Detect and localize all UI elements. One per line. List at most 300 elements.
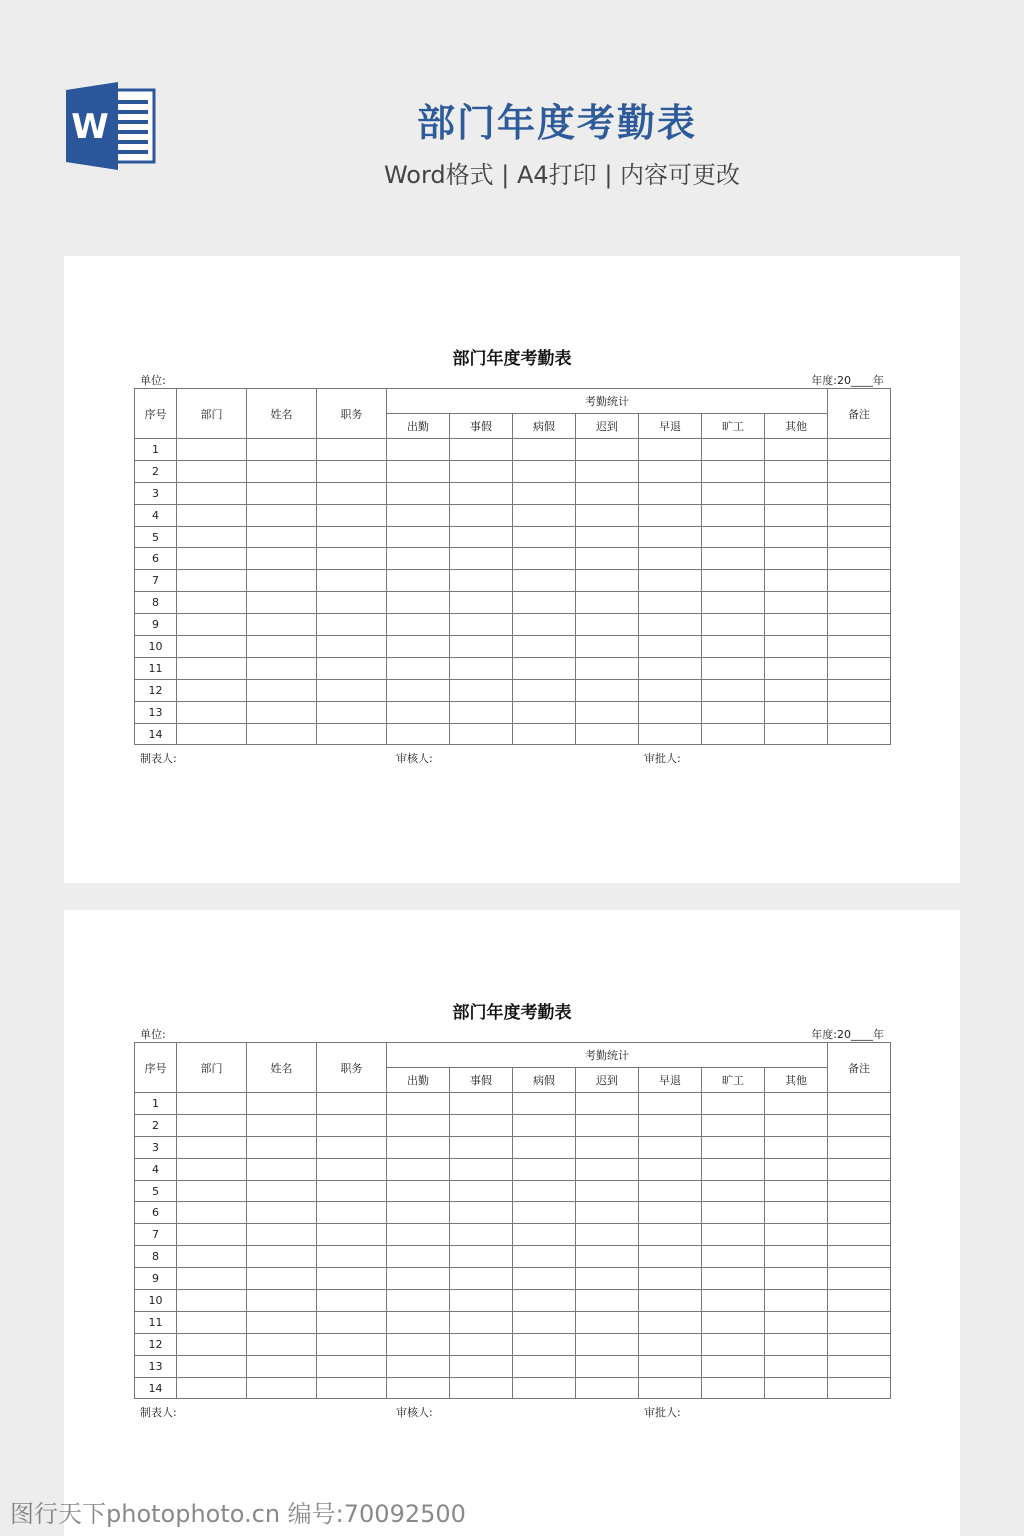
- table-cell[interactable]: [765, 592, 828, 614]
- table-cell[interactable]: [247, 1114, 317, 1136]
- table-cell[interactable]: [765, 701, 828, 723]
- table-cell[interactable]: [702, 1290, 765, 1312]
- table-cell[interactable]: [177, 1158, 247, 1180]
- table-cell[interactable]: [247, 636, 317, 658]
- table-cell[interactable]: [639, 1114, 702, 1136]
- table-cell[interactable]: [639, 439, 702, 461]
- table-cell[interactable]: [450, 592, 513, 614]
- table-cell[interactable]: [765, 1136, 828, 1158]
- table-cell[interactable]: [247, 526, 317, 548]
- table-cell[interactable]: [702, 504, 765, 526]
- table-cell[interactable]: [576, 1246, 639, 1268]
- table-cell[interactable]: [765, 1114, 828, 1136]
- table-cell[interactable]: [450, 1355, 513, 1377]
- table-cell[interactable]: [639, 1158, 702, 1180]
- table-cell[interactable]: [639, 592, 702, 614]
- table-cell[interactable]: [828, 636, 891, 658]
- table-cell[interactable]: [450, 1311, 513, 1333]
- table-cell[interactable]: [513, 1377, 576, 1399]
- table-cell[interactable]: [576, 1333, 639, 1355]
- table-cell[interactable]: [450, 526, 513, 548]
- table-cell[interactable]: [450, 482, 513, 504]
- table-cell[interactable]: [828, 1136, 891, 1158]
- table-cell[interactable]: [828, 1093, 891, 1115]
- table-cell[interactable]: [317, 657, 387, 679]
- table-cell[interactable]: [387, 1202, 450, 1224]
- table-cell[interactable]: [513, 657, 576, 679]
- table-cell[interactable]: [247, 1290, 317, 1312]
- table-cell[interactable]: [317, 1377, 387, 1399]
- table-cell[interactable]: [828, 1333, 891, 1355]
- table-cell[interactable]: [387, 1355, 450, 1377]
- table-cell[interactable]: [828, 701, 891, 723]
- table-cell[interactable]: [576, 482, 639, 504]
- table-cell[interactable]: [177, 1093, 247, 1115]
- table-cell[interactable]: [702, 1114, 765, 1136]
- table-cell[interactable]: [702, 1158, 765, 1180]
- table-cell[interactable]: [639, 482, 702, 504]
- table-cell[interactable]: [513, 504, 576, 526]
- table-cell[interactable]: [387, 482, 450, 504]
- table-cell[interactable]: [450, 1180, 513, 1202]
- table-cell[interactable]: [177, 504, 247, 526]
- table-cell[interactable]: [828, 526, 891, 548]
- table-cell[interactable]: [247, 482, 317, 504]
- table-cell[interactable]: [177, 1246, 247, 1268]
- table-cell[interactable]: [639, 636, 702, 658]
- table-cell[interactable]: [702, 1246, 765, 1268]
- table-cell[interactable]: [576, 657, 639, 679]
- table-cell[interactable]: [513, 460, 576, 482]
- table-cell[interactable]: [765, 526, 828, 548]
- table-cell[interactable]: [576, 526, 639, 548]
- table-cell[interactable]: [513, 614, 576, 636]
- table-cell[interactable]: [513, 1093, 576, 1115]
- table-cell[interactable]: [317, 570, 387, 592]
- table-cell[interactable]: [639, 679, 702, 701]
- table-cell[interactable]: [702, 1136, 765, 1158]
- table-cell[interactable]: [247, 1246, 317, 1268]
- table-cell[interactable]: [639, 1377, 702, 1399]
- table-cell[interactable]: [576, 439, 639, 461]
- table-cell[interactable]: [317, 1333, 387, 1355]
- table-cell[interactable]: [247, 1268, 317, 1290]
- table-cell[interactable]: [828, 592, 891, 614]
- table-cell[interactable]: [765, 1377, 828, 1399]
- table-cell[interactable]: [247, 548, 317, 570]
- table-cell[interactable]: [576, 1180, 639, 1202]
- table-cell[interactable]: [702, 723, 765, 745]
- table-cell[interactable]: [765, 1268, 828, 1290]
- table-cell[interactable]: [702, 1180, 765, 1202]
- table-cell[interactable]: [177, 592, 247, 614]
- table-cell[interactable]: [317, 679, 387, 701]
- table-cell[interactable]: [639, 657, 702, 679]
- table-cell[interactable]: [702, 1093, 765, 1115]
- table-cell[interactable]: [513, 548, 576, 570]
- table-cell[interactable]: [317, 1246, 387, 1268]
- table-cell[interactable]: [247, 1377, 317, 1399]
- table-cell[interactable]: [177, 1377, 247, 1399]
- table-cell[interactable]: [576, 679, 639, 701]
- table-cell[interactable]: [177, 1333, 247, 1355]
- table-cell[interactable]: [576, 548, 639, 570]
- table-cell[interactable]: [247, 1093, 317, 1115]
- table-cell[interactable]: [387, 504, 450, 526]
- table-cell[interactable]: [247, 504, 317, 526]
- table-cell[interactable]: [317, 1268, 387, 1290]
- table-cell[interactable]: [513, 1311, 576, 1333]
- table-cell[interactable]: [702, 614, 765, 636]
- table-cell[interactable]: [317, 1202, 387, 1224]
- table-cell[interactable]: [513, 723, 576, 745]
- table-cell[interactable]: [513, 592, 576, 614]
- table-cell[interactable]: [247, 1202, 317, 1224]
- table-cell[interactable]: [450, 679, 513, 701]
- table-cell[interactable]: [450, 1333, 513, 1355]
- table-cell[interactable]: [317, 439, 387, 461]
- table-cell[interactable]: [387, 679, 450, 701]
- table-cell[interactable]: [576, 1355, 639, 1377]
- table-cell[interactable]: [317, 614, 387, 636]
- table-cell[interactable]: [828, 657, 891, 679]
- table-cell[interactable]: [828, 1158, 891, 1180]
- table-cell[interactable]: [639, 1268, 702, 1290]
- table-cell[interactable]: [576, 636, 639, 658]
- table-cell[interactable]: [450, 657, 513, 679]
- table-cell[interactable]: [387, 1377, 450, 1399]
- table-cell[interactable]: [177, 657, 247, 679]
- table-cell[interactable]: [387, 1180, 450, 1202]
- table-cell[interactable]: [576, 1224, 639, 1246]
- table-cell[interactable]: [450, 1224, 513, 1246]
- table-cell[interactable]: [576, 701, 639, 723]
- table-cell[interactable]: [702, 1311, 765, 1333]
- table-cell[interactable]: [317, 460, 387, 482]
- table-cell[interactable]: [702, 460, 765, 482]
- table-cell[interactable]: [576, 1268, 639, 1290]
- table-cell[interactable]: [828, 548, 891, 570]
- table-cell[interactable]: [765, 1355, 828, 1377]
- table-cell[interactable]: [387, 1136, 450, 1158]
- table-cell[interactable]: [576, 592, 639, 614]
- table-cell[interactable]: [450, 1202, 513, 1224]
- table-cell[interactable]: [639, 504, 702, 526]
- table-cell[interactable]: [828, 1311, 891, 1333]
- table-cell[interactable]: [387, 1224, 450, 1246]
- table-cell[interactable]: [450, 439, 513, 461]
- table-cell[interactable]: [317, 482, 387, 504]
- table-cell[interactable]: [247, 570, 317, 592]
- table-cell[interactable]: [177, 526, 247, 548]
- table-cell[interactable]: [702, 1202, 765, 1224]
- table-cell[interactable]: [828, 460, 891, 482]
- table-cell[interactable]: [639, 1311, 702, 1333]
- table-cell[interactable]: [177, 1290, 247, 1312]
- table-cell[interactable]: [387, 657, 450, 679]
- table-cell[interactable]: [576, 614, 639, 636]
- table-cell[interactable]: [828, 1246, 891, 1268]
- table-cell[interactable]: [177, 636, 247, 658]
- table-cell[interactable]: [317, 1180, 387, 1202]
- table-cell[interactable]: [387, 1093, 450, 1115]
- table-cell[interactable]: [247, 1136, 317, 1158]
- table-cell[interactable]: [317, 504, 387, 526]
- table-cell[interactable]: [247, 1311, 317, 1333]
- table-cell[interactable]: [177, 1311, 247, 1333]
- table-cell[interactable]: [247, 1180, 317, 1202]
- table-cell[interactable]: [513, 1333, 576, 1355]
- table-cell[interactable]: [247, 723, 317, 745]
- table-cell[interactable]: [828, 482, 891, 504]
- table-cell[interactable]: [450, 723, 513, 745]
- table-cell[interactable]: [576, 570, 639, 592]
- table-cell[interactable]: [702, 592, 765, 614]
- table-cell[interactable]: [450, 1093, 513, 1115]
- table-cell[interactable]: [513, 1290, 576, 1312]
- table-cell[interactable]: [702, 1377, 765, 1399]
- table-cell[interactable]: [765, 614, 828, 636]
- table-cell[interactable]: [387, 526, 450, 548]
- table-cell[interactable]: [450, 636, 513, 658]
- table-cell[interactable]: [765, 504, 828, 526]
- table-cell[interactable]: [513, 1158, 576, 1180]
- table-cell[interactable]: [828, 1377, 891, 1399]
- table-cell[interactable]: [450, 504, 513, 526]
- table-cell[interactable]: [450, 1246, 513, 1268]
- table-cell[interactable]: [387, 1268, 450, 1290]
- table-cell[interactable]: [765, 657, 828, 679]
- table-cell[interactable]: [765, 1311, 828, 1333]
- table-cell[interactable]: [765, 1158, 828, 1180]
- table-cell[interactable]: [387, 614, 450, 636]
- table-cell[interactable]: [513, 1268, 576, 1290]
- table-cell[interactable]: [828, 1114, 891, 1136]
- table-cell[interactable]: [639, 526, 702, 548]
- table-cell[interactable]: [247, 592, 317, 614]
- table-cell[interactable]: [765, 570, 828, 592]
- table-cell[interactable]: [177, 1202, 247, 1224]
- table-cell[interactable]: [450, 1158, 513, 1180]
- table-cell[interactable]: [387, 439, 450, 461]
- table-cell[interactable]: [317, 1311, 387, 1333]
- table-cell[interactable]: [387, 723, 450, 745]
- table-cell[interactable]: [387, 570, 450, 592]
- table-cell[interactable]: [247, 1355, 317, 1377]
- table-cell[interactable]: [317, 701, 387, 723]
- table-cell[interactable]: [765, 439, 828, 461]
- table-cell[interactable]: [702, 636, 765, 658]
- table-cell[interactable]: [450, 701, 513, 723]
- table-cell[interactable]: [387, 636, 450, 658]
- table-cell[interactable]: [702, 439, 765, 461]
- table-cell[interactable]: [450, 548, 513, 570]
- table-cell[interactable]: [828, 570, 891, 592]
- table-cell[interactable]: [387, 1333, 450, 1355]
- table-cell[interactable]: [247, 1224, 317, 1246]
- table-cell[interactable]: [450, 1377, 513, 1399]
- table-cell[interactable]: [317, 592, 387, 614]
- table-cell[interactable]: [317, 1136, 387, 1158]
- table-cell[interactable]: [828, 1268, 891, 1290]
- table-cell[interactable]: [828, 1180, 891, 1202]
- table-cell[interactable]: [702, 570, 765, 592]
- table-cell[interactable]: [177, 723, 247, 745]
- table-cell[interactable]: [639, 1355, 702, 1377]
- table-cell[interactable]: [828, 614, 891, 636]
- table-cell[interactable]: [317, 548, 387, 570]
- table-cell[interactable]: [576, 1093, 639, 1115]
- table-cell[interactable]: [450, 570, 513, 592]
- table-cell[interactable]: [765, 1224, 828, 1246]
- table-cell[interactable]: [702, 1224, 765, 1246]
- table-cell[interactable]: [828, 723, 891, 745]
- table-cell[interactable]: [317, 1355, 387, 1377]
- table-cell[interactable]: [765, 460, 828, 482]
- table-cell[interactable]: [576, 1377, 639, 1399]
- table-cell[interactable]: [639, 614, 702, 636]
- table-cell[interactable]: [247, 1333, 317, 1355]
- table-cell[interactable]: [828, 1290, 891, 1312]
- table-cell[interactable]: [639, 1202, 702, 1224]
- table-cell[interactable]: [765, 1246, 828, 1268]
- table-cell[interactable]: [317, 1114, 387, 1136]
- table-cell[interactable]: [317, 723, 387, 745]
- table-cell[interactable]: [639, 460, 702, 482]
- table-cell[interactable]: [317, 1093, 387, 1115]
- table-cell[interactable]: [765, 1333, 828, 1355]
- table-cell[interactable]: [576, 723, 639, 745]
- table-cell[interactable]: [177, 701, 247, 723]
- table-cell[interactable]: [177, 1180, 247, 1202]
- table-cell[interactable]: [450, 1136, 513, 1158]
- table-cell[interactable]: [387, 1311, 450, 1333]
- table-cell[interactable]: [450, 1268, 513, 1290]
- table-cell[interactable]: [177, 1114, 247, 1136]
- table-cell[interactable]: [702, 679, 765, 701]
- table-cell[interactable]: [576, 1136, 639, 1158]
- table-cell[interactable]: [702, 482, 765, 504]
- table-cell[interactable]: [317, 526, 387, 548]
- table-cell[interactable]: [387, 460, 450, 482]
- table-cell[interactable]: [765, 1202, 828, 1224]
- table-cell[interactable]: [576, 504, 639, 526]
- table-cell[interactable]: [247, 460, 317, 482]
- table-cell[interactable]: [576, 1158, 639, 1180]
- table-cell[interactable]: [247, 614, 317, 636]
- table-cell[interactable]: [247, 657, 317, 679]
- table-cell[interactable]: [513, 679, 576, 701]
- table-cell[interactable]: [702, 1333, 765, 1355]
- table-cell[interactable]: [450, 1114, 513, 1136]
- table-cell[interactable]: [639, 1180, 702, 1202]
- table-cell[interactable]: [450, 460, 513, 482]
- table-cell[interactable]: [765, 679, 828, 701]
- table-cell[interactable]: [513, 1355, 576, 1377]
- table-cell[interactable]: [177, 1136, 247, 1158]
- table-cell[interactable]: [828, 1355, 891, 1377]
- table-cell[interactable]: [639, 548, 702, 570]
- table-cell[interactable]: [576, 1114, 639, 1136]
- table-cell[interactable]: [702, 701, 765, 723]
- table-cell[interactable]: [387, 1246, 450, 1268]
- table-cell[interactable]: [513, 1136, 576, 1158]
- table-cell[interactable]: [177, 482, 247, 504]
- table-cell[interactable]: [702, 1355, 765, 1377]
- table-cell[interactable]: [247, 701, 317, 723]
- table-cell[interactable]: [317, 1224, 387, 1246]
- table-cell[interactable]: [765, 1093, 828, 1115]
- table-cell[interactable]: [828, 1202, 891, 1224]
- table-cell[interactable]: [639, 701, 702, 723]
- table-cell[interactable]: [317, 1290, 387, 1312]
- table-cell[interactable]: [513, 1202, 576, 1224]
- table-cell[interactable]: [177, 679, 247, 701]
- table-cell[interactable]: [513, 636, 576, 658]
- table-cell[interactable]: [177, 614, 247, 636]
- table-cell[interactable]: [450, 1290, 513, 1312]
- table-cell[interactable]: [702, 548, 765, 570]
- table-cell[interactable]: [317, 636, 387, 658]
- table-cell[interactable]: [765, 1180, 828, 1202]
- table-cell[interactable]: [765, 548, 828, 570]
- table-cell[interactable]: [702, 657, 765, 679]
- table-cell[interactable]: [765, 1290, 828, 1312]
- table-cell[interactable]: [387, 1114, 450, 1136]
- table-cell[interactable]: [639, 1093, 702, 1115]
- table-cell[interactable]: [387, 1290, 450, 1312]
- table-cell[interactable]: [828, 679, 891, 701]
- table-cell[interactable]: [387, 1158, 450, 1180]
- table-cell[interactable]: [513, 1180, 576, 1202]
- table-cell[interactable]: [513, 701, 576, 723]
- table-cell[interactable]: [513, 482, 576, 504]
- table-cell[interactable]: [639, 570, 702, 592]
- table-cell[interactable]: [639, 1290, 702, 1312]
- table-cell[interactable]: [639, 1224, 702, 1246]
- table-cell[interactable]: [177, 1224, 247, 1246]
- table-cell[interactable]: [828, 439, 891, 461]
- table-cell[interactable]: [177, 1355, 247, 1377]
- table-cell[interactable]: [513, 439, 576, 461]
- table-cell[interactable]: [576, 1290, 639, 1312]
- table-cell[interactable]: [177, 570, 247, 592]
- table-cell[interactable]: [177, 460, 247, 482]
- table-cell[interactable]: [513, 1114, 576, 1136]
- table-cell[interactable]: [639, 723, 702, 745]
- table-cell[interactable]: [177, 548, 247, 570]
- table-cell[interactable]: [639, 1333, 702, 1355]
- table-cell[interactable]: [576, 1311, 639, 1333]
- table-cell[interactable]: [247, 1158, 317, 1180]
- table-cell[interactable]: [317, 1158, 387, 1180]
- table-cell[interactable]: [639, 1136, 702, 1158]
- table-cell[interactable]: [177, 439, 247, 461]
- table-cell[interactable]: [247, 679, 317, 701]
- table-cell[interactable]: [576, 1202, 639, 1224]
- table-cell[interactable]: [765, 723, 828, 745]
- table-cell[interactable]: [576, 460, 639, 482]
- table-cell[interactable]: [247, 439, 317, 461]
- table-cell[interactable]: [513, 1246, 576, 1268]
- table-cell[interactable]: [450, 614, 513, 636]
- table-cell[interactable]: [702, 1268, 765, 1290]
- table-cell[interactable]: [387, 592, 450, 614]
- table-cell[interactable]: [828, 504, 891, 526]
- table-cell[interactable]: [513, 526, 576, 548]
- table-cell[interactable]: [387, 548, 450, 570]
- table-cell[interactable]: [765, 482, 828, 504]
